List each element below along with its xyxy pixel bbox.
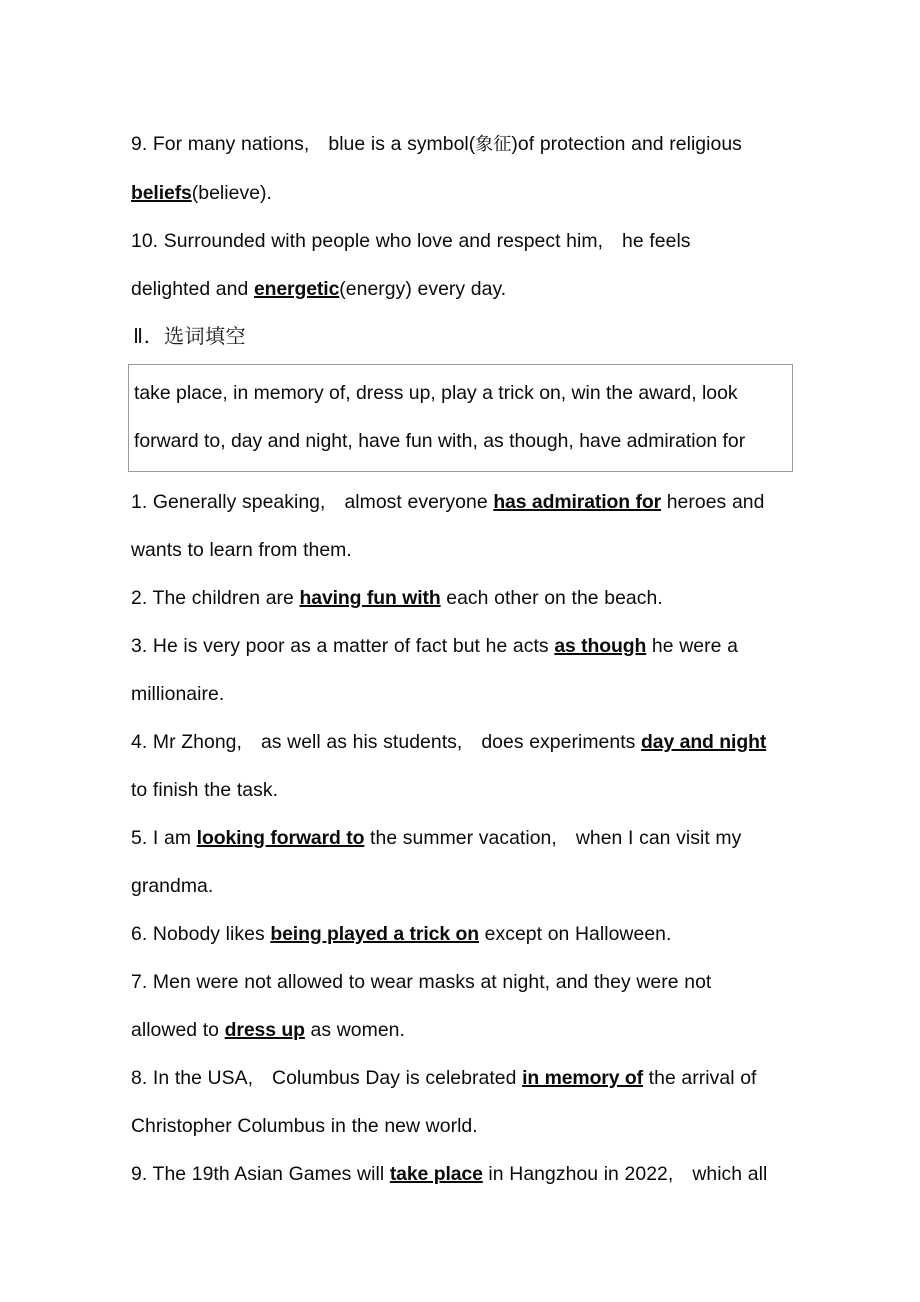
q8-tail: the arrival of (643, 1067, 757, 1089)
section-separator: ． (143, 326, 165, 348)
q1-tail: heroes and (661, 491, 765, 513)
answer-being-played-a-trick-on: being played a trick on (270, 923, 479, 945)
item-9-tail: (believe). (191, 182, 272, 204)
exercise-one-item-10 (131, 217, 791, 265)
q5-mid: the summer vacation, (364, 827, 557, 849)
q1-stem-continued: almost everyone (344, 491, 494, 513)
q9-stem: 9. The 19th Asian Games will (131, 1163, 390, 1185)
question-3-line-2: millionaire. (131, 683, 225, 705)
q7-tail: as women. (304, 1019, 405, 1041)
q4-stem: 4. Mr Zhong, (131, 731, 242, 753)
q5-stem: 5. I am (131, 827, 197, 849)
item-10-stem-continued: he feels (622, 230, 691, 252)
answer-having-fun-with: having fun with (299, 587, 441, 609)
question-2 (131, 574, 791, 622)
question-3-line-1 (131, 622, 791, 670)
question-7-line-2 (131, 1006, 791, 1054)
q3-stem: 3. He is very poor as a matter of fact but he acts (131, 635, 555, 657)
q9-tail: which all (692, 1163, 768, 1185)
section-title-cn: 选词填空 (164, 324, 247, 348)
item-9-stem: 9. For many nations, (131, 133, 310, 155)
q5-tail: when I can visit my (575, 827, 742, 849)
q1-stem: 1. Generally speaking, (131, 491, 326, 513)
question-7-line-1: 7. Men were not allowed to wear masks at night, and they were not (131, 971, 712, 993)
word-bank-box (128, 364, 793, 472)
question-5-line-2: grandma. (131, 875, 214, 897)
item-9-stem-continued: blue is a symbol(象征)of protection and religious (328, 133, 742, 155)
word-bank-line-2: forward to, day and night, have fun with, as though, have admiration for (134, 430, 746, 452)
q7-prefix: allowed to (131, 1019, 225, 1041)
q9-mid: in Hangzhou in 2022, (482, 1163, 674, 1185)
answer-beliefs: beliefs (131, 182, 192, 204)
q2-stem: 2. The children are (131, 587, 300, 609)
item-10-prefix: delighted and (131, 278, 254, 300)
q6-stem: 6. Nobody likes (131, 923, 271, 945)
chinese-gloss-symbol: 象征 (475, 134, 512, 155)
answer-take-place: take place (389, 1163, 483, 1185)
question-9-line-1 (131, 1150, 791, 1198)
section-numeral: Ⅱ (133, 326, 144, 348)
q6-tail: except on Halloween. (478, 923, 672, 945)
answer-energetic: energetic (253, 278, 340, 300)
answer-day-and-night: day and night (641, 731, 767, 753)
q3-tail: he were a (646, 635, 738, 657)
question-6 (131, 910, 791, 958)
question-1-line-2: wants to learn from them. (131, 539, 352, 561)
page-content (131, 120, 791, 1198)
word-bank-line-1: take place, in memory of, dress up, play a trick on, win the award, look (134, 382, 738, 404)
question-8-line-1 (131, 1054, 791, 1102)
q4-stem-continued: as well as his students, (260, 731, 463, 753)
answer-in-memory-of: in memory of (522, 1067, 644, 1089)
item-10-tail: (energy) every day. (339, 278, 507, 300)
answer-looking-forward-to: looking forward to (196, 827, 365, 849)
exercise-one-item-10-line2 (131, 265, 791, 313)
answer-dress-up: dress up (224, 1019, 305, 1041)
exercise-one-item-9-line2 (131, 169, 791, 217)
question-4-line-2: to finish the task. (131, 779, 279, 801)
answer-as-though: as though (554, 635, 647, 657)
question-1-line-1 (131, 478, 791, 526)
q4-stem-continued-2: does experiments (481, 731, 642, 753)
question-5-line-1 (131, 814, 791, 862)
question-4-line-1 (131, 718, 791, 766)
q8-stem: 8. In the USA, (131, 1067, 254, 1089)
exercise-one-item-9 (131, 120, 791, 169)
item-10-stem: 10. Surrounded with people who love and respect him, (131, 230, 604, 252)
q8-stem-continued: Columbus Day is celebrated (272, 1067, 523, 1089)
section-heading (131, 313, 791, 360)
q2-tail: each other on the beach. (440, 587, 663, 609)
answer-has-admiration-for: has admiration for (493, 491, 662, 513)
question-8-line-2: Christopher Columbus in the new world. (131, 1115, 478, 1137)
